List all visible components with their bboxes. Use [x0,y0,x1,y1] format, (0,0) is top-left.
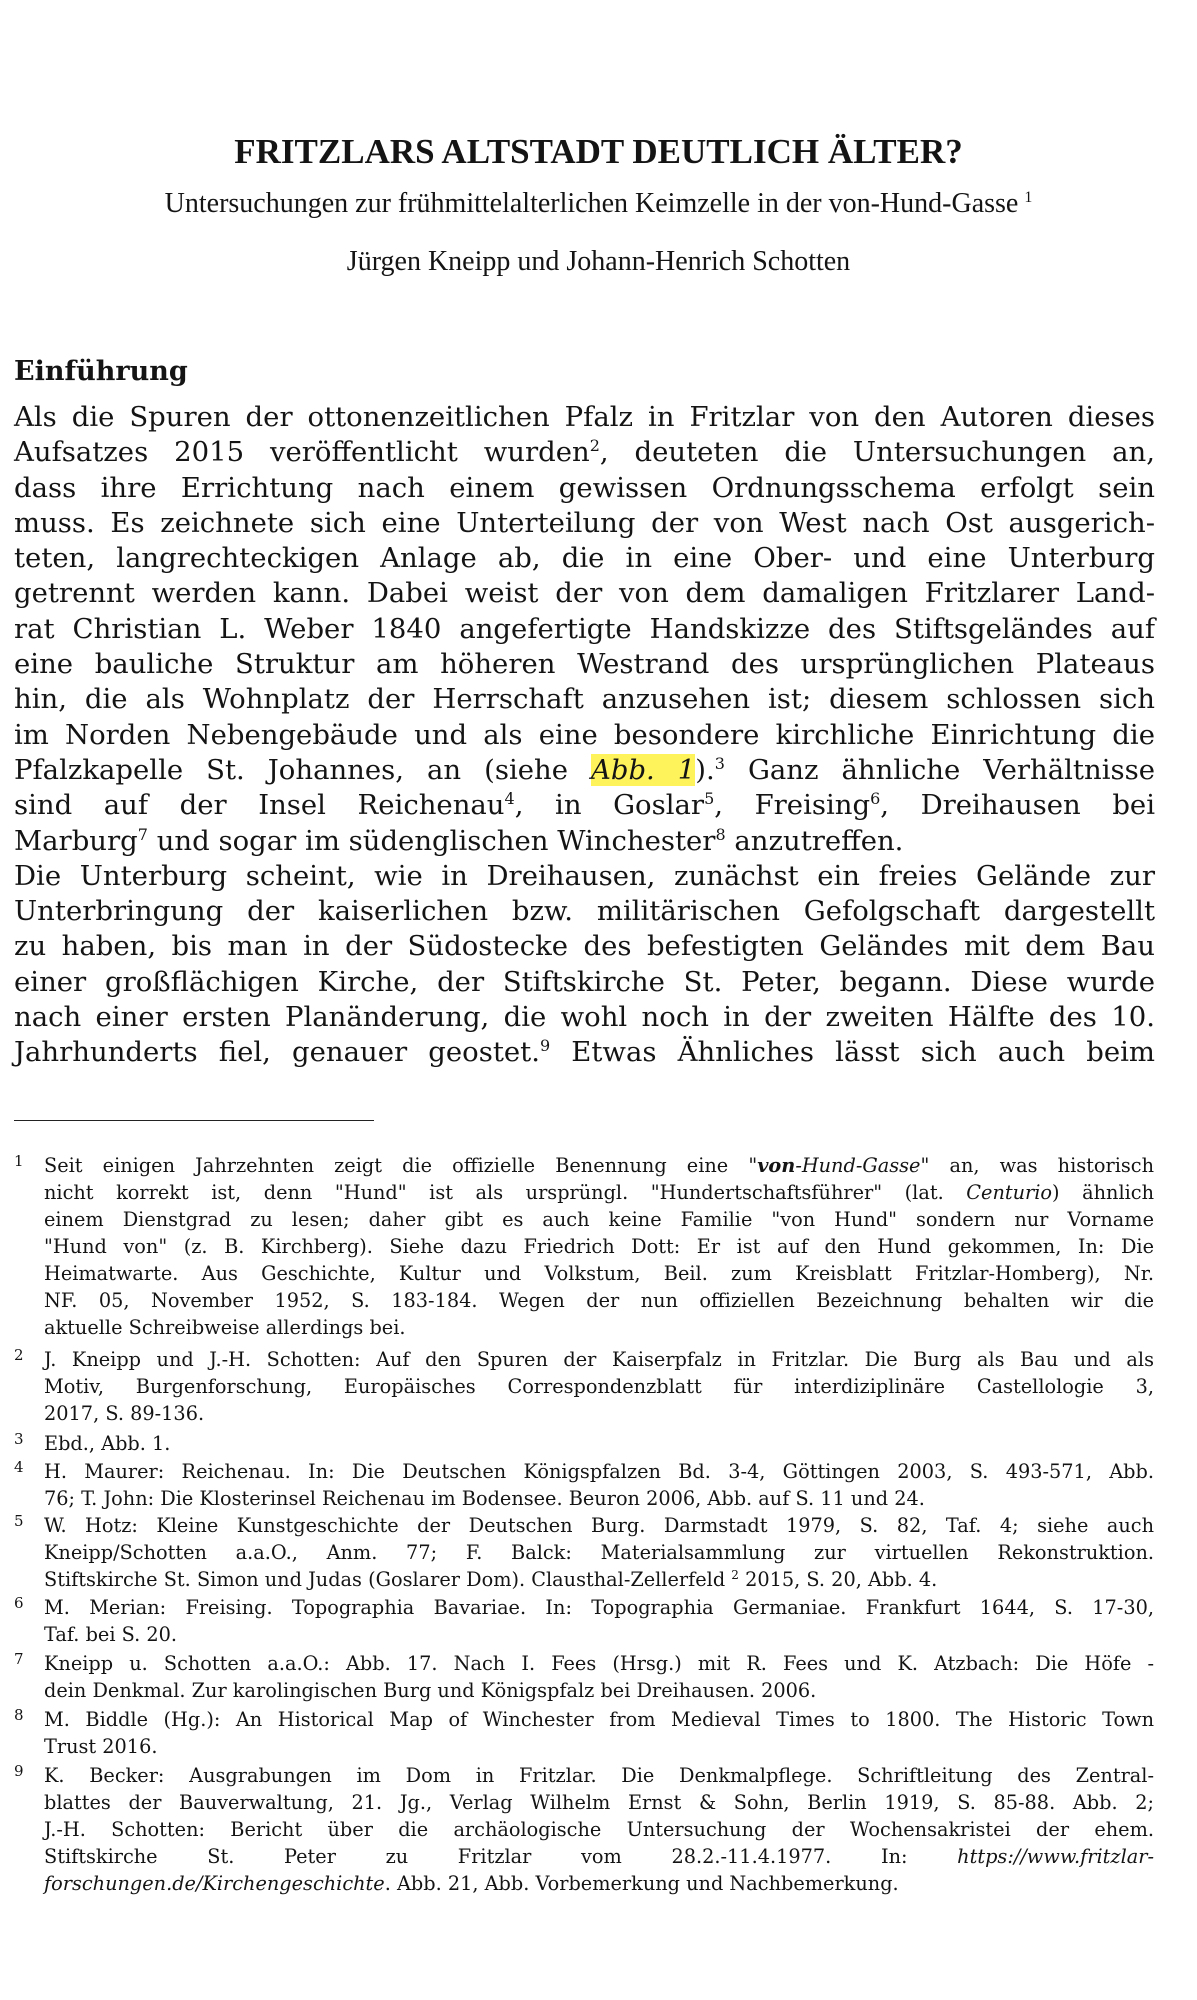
text-run: ). [695,753,715,786]
document-subtitle [0,188,1197,220]
footnote-line: blattes der Bauverwaltung, 21. Jg., Verlag Wilhelm Ernst & Sohn, Berlin 1919, S. 85-88. Abb. 2; [44,1791,1154,1814]
text-run: nicht korrekt ist, denn "Hund" ist als ursprüngl. "Hundertschaftsführer" (lat. [44,1181,967,1204]
footnote-ref: 9 [539,1036,551,1056]
text-run: " [920,1154,930,1177]
url-text: https://www.fritzlar- [957,1845,1154,1868]
text-run: 2015, S. 20, Abb. 4. [738,1568,938,1591]
footnote-line: W. Hotz: Kleine Kunstgeschichte der Deutschen Burg. Darmstadt 1979, S. 82, Taf. 4; siehe auch [44,1514,1154,1537]
text-run: . Abb. 21, Abb. Vorbemerkung und Nachbemerkung. [384,1872,899,1895]
subtitle-text: Untersuchungen zur frühmittelalterlichen Keimzelle in der von-Hund-Gasse [164,188,1019,219]
footnote-text [44,1650,1154,1704]
footnote-ref: 6 [870,789,881,809]
text-run: von [757,1154,796,1177]
text-run: Aufsatzes 2015 veröffentlicht wurden [14,436,590,469]
text-run: , Freising [714,789,871,822]
body-line: nach einer ersten Planänderung, die wohl noch in der zweiten Hälfte des 10. [14,1001,1155,1034]
body-line: muss. Es zeichnete sich eine Unterteilung der von West nach Ost ausgerich- [14,506,1155,539]
body-line: Als die Spuren der ottonenzeitlichen Pfalz in Fritzlar von den Autoren dieses [14,401,1155,433]
body-line: eine bauliche Struktur am höheren Westrand des ursprünglichen Plateaus [14,648,1155,681]
text-run: , in Goslar [514,789,705,822]
text-run: an, was historisch [929,1154,1154,1177]
text-run: Seit einigen Jahrzehnten zeigt die offizielle Benennung eine [44,1154,749,1177]
text-run: -Hund-Gasse [795,1154,921,1177]
text-run: sind auf der Insel Reichenau [14,789,505,822]
body-line: Unterbringung der kaiserlichen bzw. militärischen Gefolgschaft dargestellt [14,895,1155,928]
footnote-line: 76; T. John: Die Klosterinsel Reichenau im Bodensee. Beuron 2006, Abb. auf S. 11 und 24. [44,1487,925,1510]
footnote-line: Ebd., Abb. 1. [44,1432,171,1455]
footnote-text [44,1458,1154,1512]
body-line [14,435,1155,470]
footnote-line: NF. 05, November 1952, S. 183-184. Wegen der nun offiziellen Bezeichnung behalten wir die [44,1289,1154,1312]
footnote-number: 5 [14,1512,24,1530]
document-authors: Jürgen Kneipp und Johann-Henrich Schotten [346,246,851,277]
text-run: , deuteten die Untersuchungen an, [599,436,1155,469]
body-line [14,753,1155,788]
body-line [14,824,1155,859]
footnote-line: einem Dienstgrad zu lesen; daher gibt es auch keine Familie "von Hund" sondern nur Vorname [44,1208,1154,1231]
footnote-line: M. Merian: Freising. Topographia Bavariae. In: Topographia Germaniae. Frankfurt 1644, S. 17-30, [44,1596,1154,1619]
text-run: , Dreihausen bei [880,789,1156,822]
footnote-line: aktuelle Schreibweise allerdings bei. [44,1316,406,1339]
text-run: und sogar im südenglischen Winchester [147,824,716,857]
footnote-separator [14,1120,374,1121]
footnote-line [44,1566,1154,1593]
text-run: Marburg [14,824,138,857]
footnote-line: H. Maurer: Reichenau. In: Die Deutschen Königspfalzen Bd. 3-4, Göttingen 2003, S. 493-571, Abb. [44,1460,1154,1483]
footnote-line: Motiv, Burgenforschung, Europäisches Correspondenzblatt für interdiziplinäre Castellologie 3, [44,1375,1154,1398]
footnote-line: J. Kneipp und J.-H. Schotten: Auf den Spuren der Kaiserpfalz in Fritzlar. Die Burg als Bau und als [44,1348,1154,1371]
footnote-line [44,1152,1154,1179]
footnote-line: Kneipp u. Schotten a.a.O.: Abb. 17. Nach I. Fees (Hrsg.) mit R. Fees und K. Atzbach: Die Höfe - [44,1652,1154,1675]
footnote-line: dein Denkmal. Zur karolingischen Burg und Königspfalz bei Dreihausen. 2006. [44,1679,817,1702]
footnote-ref: 5 [704,789,715,809]
footnote-line: 2017, S. 89-136. [44,1402,205,1425]
footnote-text [44,1512,1154,1593]
footnote-text [44,1430,1154,1457]
section-heading: Einführung [14,356,188,387]
footnote-line: Trust 2016. [44,1735,158,1758]
footnote-line [44,1843,1154,1870]
footnote-text [44,1346,1154,1427]
body-line: rat Christian L. Weber 1840 angefertigte Handskizze des Stiftsgeländes auf [14,612,1155,645]
footnote-line: K. Becker: Ausgrabungen im Dom in Fritzlar. Die Denkmalpflege. Schriftleitung des Zentral- [44,1764,1154,1787]
text-run: " [748,1154,758,1177]
body-line: zu haben, bis man in der Südostecke des befestigten Geländes mit dem Bau [14,930,1155,963]
footnote-ref: 8 [715,824,726,844]
body-line: einer großflächigen Kirche, der Stiftskirche St. Peter, begann. Diese wurde [14,965,1155,998]
text-run: Stiftskirche St. Simon und Judas (Goslarer Dom). Clausthal-Zellerfeld [44,1568,732,1591]
url-text: forschungen.de/Kirchengeschichte [44,1872,385,1895]
footnote-text [44,1594,1154,1648]
footnote-line: Kneipp/Schotten a.a.O., Anm. 77; F. Balck: Materialsammlung zur virtuellen Rekonstruktion. [44,1541,1154,1564]
text-run: Ganz ähnliche Verhältnisse [724,753,1155,786]
footnote-number: 1 [14,1152,24,1170]
footnote-line [44,1870,1154,1897]
footnote-number: 6 [14,1594,24,1612]
footnote-number: 7 [14,1650,24,1668]
footnote-number: 3 [14,1430,24,1448]
text-run: Etwas Ähnliches lässt sich auch beim [550,1036,1156,1069]
footnote-line: "Hund von" (z. B. Kirchberg). Siehe dazu Friedrich Dott: Er ist auf den Hund gekommen, In: Die [44,1235,1154,1258]
footnote-ref: 4 [504,789,515,809]
body-line: im Norden Nebengebäude und als eine besondere kirchliche Einrichtung die [14,718,1155,751]
footnote-ref: 1 [1024,189,1033,206]
body-line: getrennt werden kann. Dabei weist der von dem damaligen Fritzlarer Land- [14,577,1155,610]
body-line [14,788,1155,823]
text-run: Pfalzkapelle St. Johannes, an (siehe [14,753,591,786]
footnote-ref: 3 [714,753,725,773]
figure-reference-highlight: Abb. 1 [590,753,696,786]
document-title: FRITZLARS ALTSTADT DEUTLICH ÄLTER? [234,132,963,171]
footnote-number: 8 [14,1706,24,1724]
footnote-text [44,1706,1154,1760]
text-run: ) ähnlich [1052,1181,1154,1204]
body-line [14,1035,1155,1070]
footnote-text [44,1762,1154,1897]
footnote-ref: 7 [137,824,148,844]
footnote-line: Taf. bei S. 20. [44,1623,178,1646]
footnote-line: M. Biddle (Hg.): An Historical Map of Winchester from Medieval Times to 1800. The Historic Town [44,1708,1154,1731]
text-run: Jahrhunderts fiel, genauer geostet. [14,1036,540,1069]
text-run: anzutreffen. [725,824,904,857]
footnote-number: 2 [14,1346,24,1364]
footnote-number: 9 [14,1762,24,1780]
body-line: Die Unterburg scheint, wie in Dreihausen, zunächst ein freies Gelände zur [14,859,1155,892]
text-run: Stiftskirche St. Peter zu Fritzlar vom 28.2.-11.4.1977. In: [44,1845,958,1868]
edition-superscript: 2 [731,1568,739,1582]
body-text [14,400,1155,1071]
footnote-line: J.-H. Schotten: Bericht über die archäologische Untersuchung der Wochensakristei der ehem. [44,1818,1154,1841]
footnote-text [44,1152,1154,1341]
body-line: dass ihre Errichtung nach einem gewissen Ordnungsschema erfolgt sein [14,471,1155,504]
footnote-ref: 2 [589,436,600,456]
text-run: Centurio [966,1181,1053,1204]
footnote-number: 4 [14,1458,24,1476]
footnote-line [44,1179,1154,1206]
body-line: teten, langrechteckigen Anlage ab, die in eine Ober- und eine Unterburg [14,542,1155,575]
footnote-line: Heimatwarte. Aus Geschichte, Kultur und Volkstum, Beil. zum Kreisblatt Fritzlar-Homberg), Nr. [44,1262,1154,1285]
body-line: hin, die als Wohnplatz der Herrschaft anzusehen ist; diesem schlossen sich [14,683,1155,716]
